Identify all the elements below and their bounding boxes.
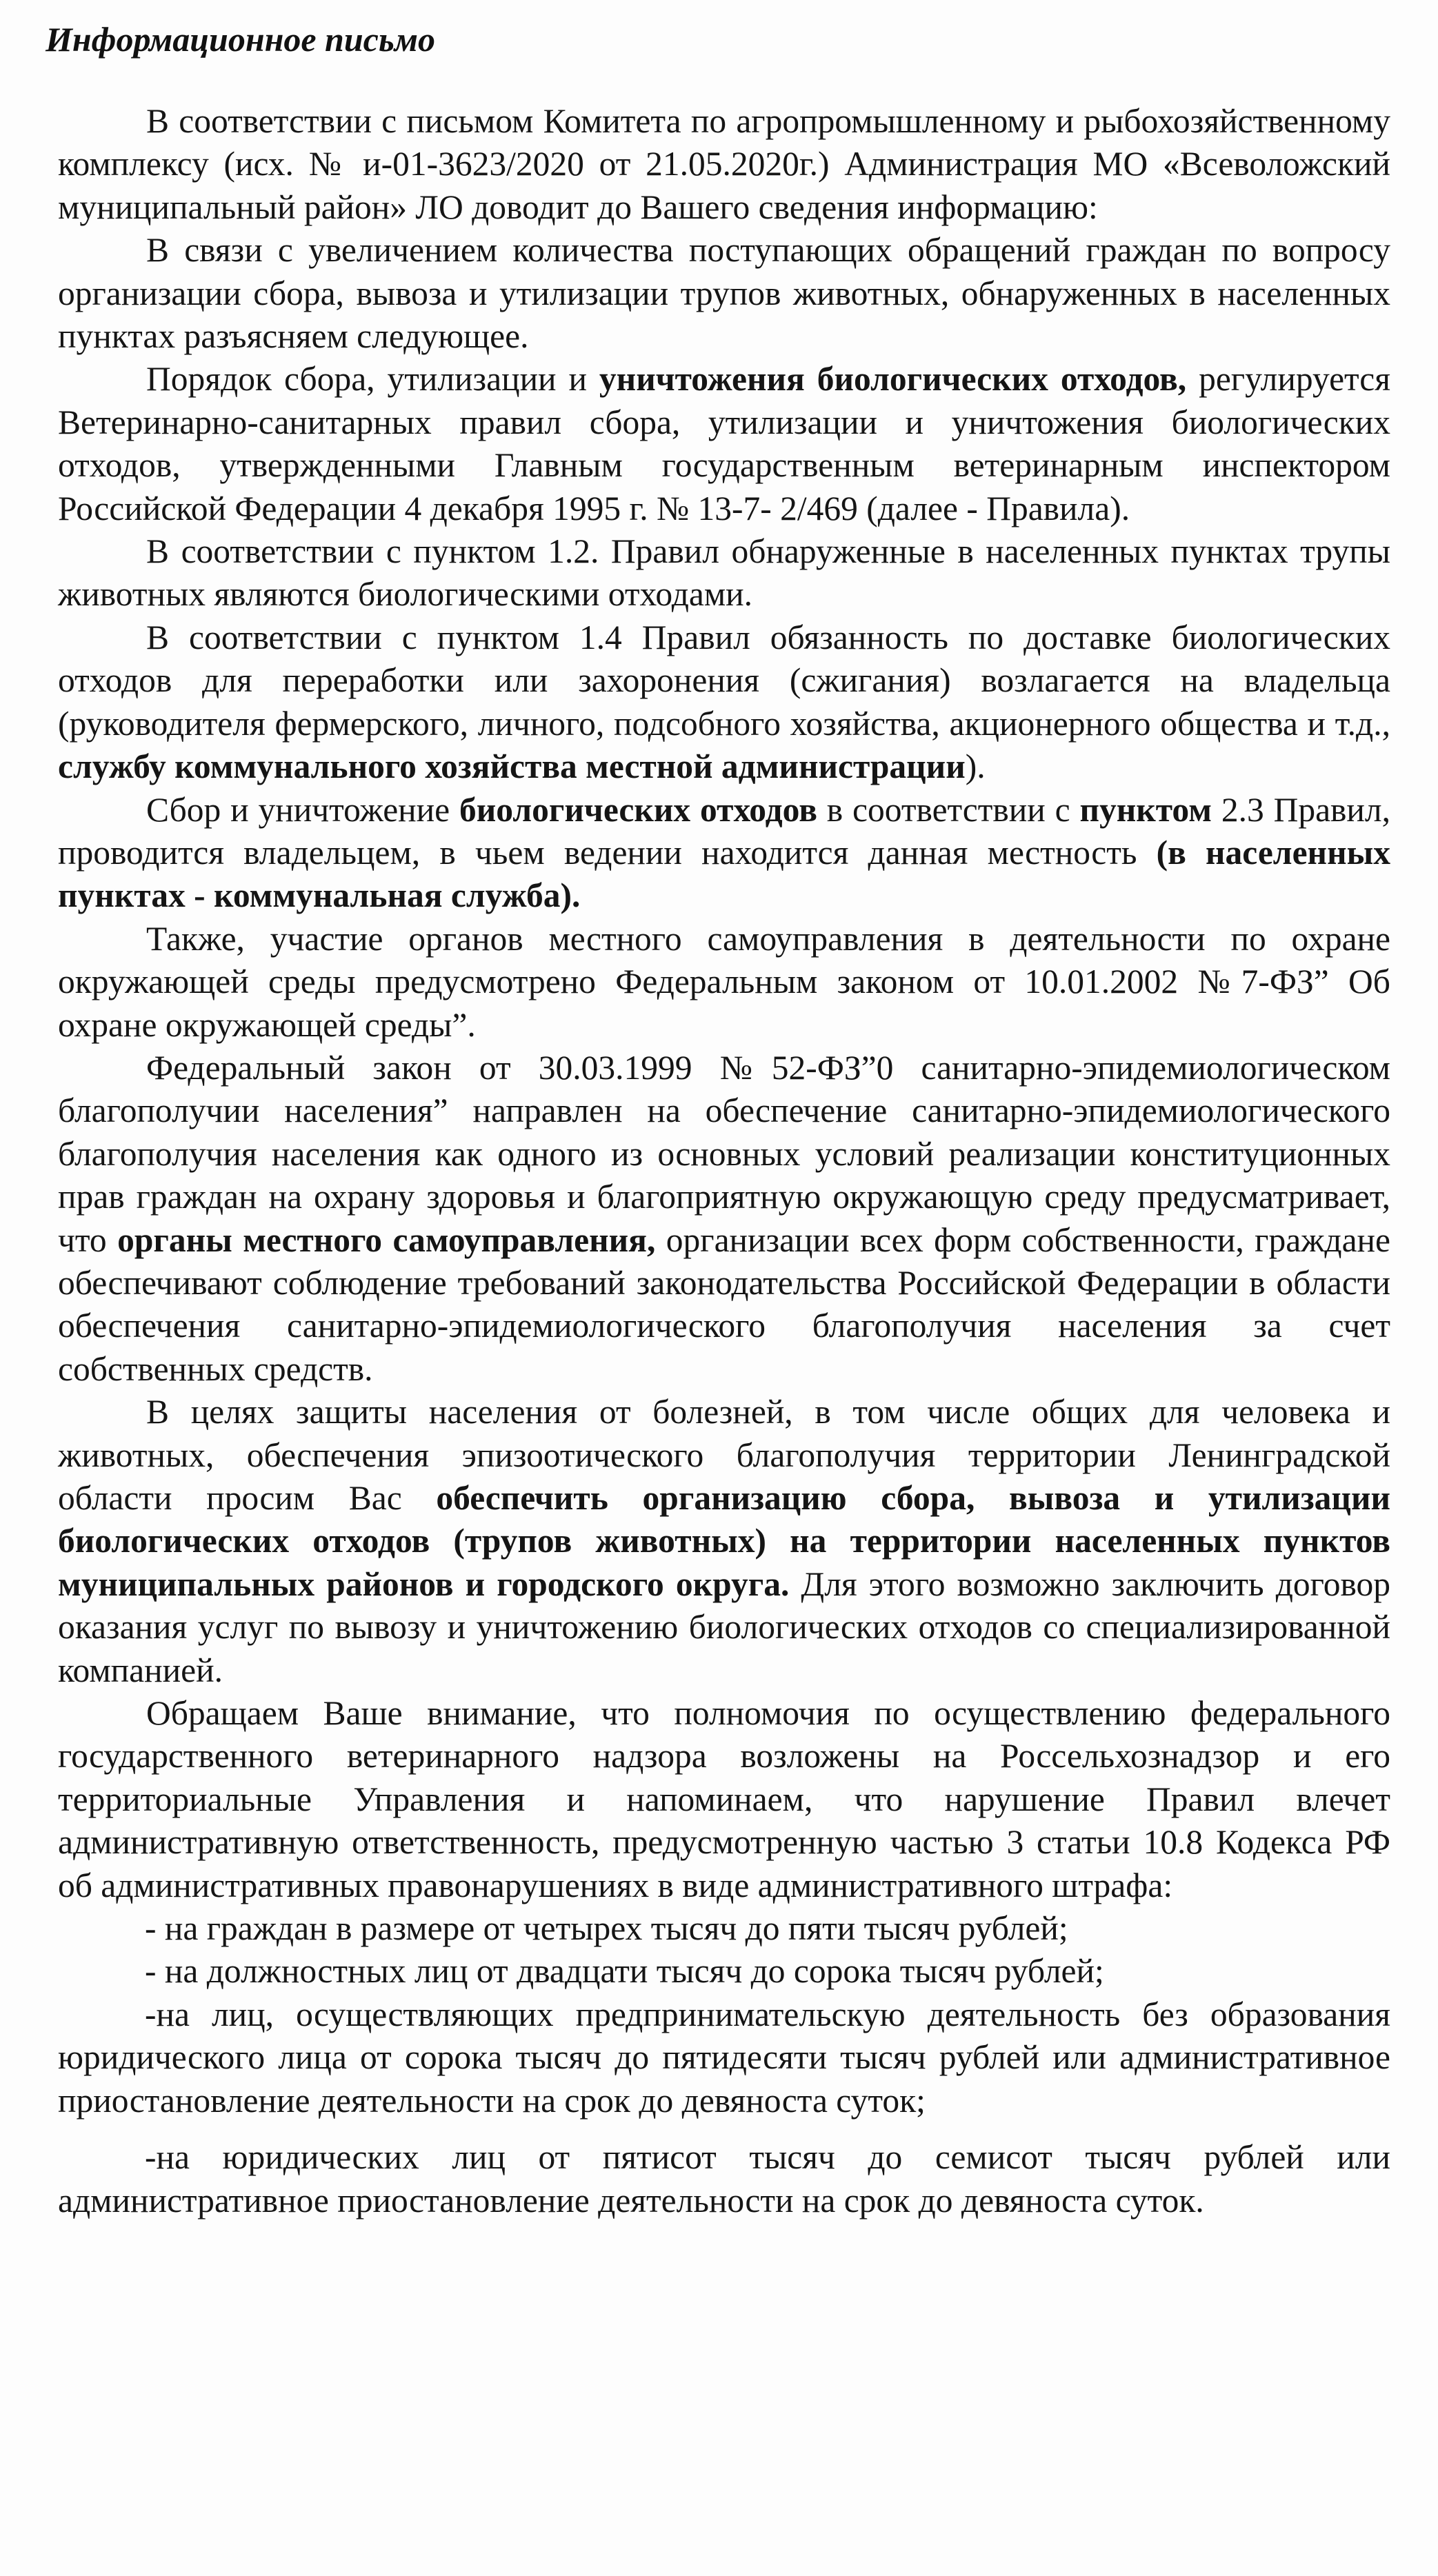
text-run: -на лиц, осуществляющих предпринимательскую деятельность без образования юридического лица от сорока тысяч до пятидесяти тысяч рублей или административное приостановление деятельности на срок до девяноста суток; (58, 1995, 1390, 2120)
paragraph-2 (58, 229, 1390, 358)
paragraph-14 (58, 2136, 1390, 2222)
paragraph-10 (58, 1692, 1390, 1907)
text-run: - на должностных лиц от двадцати тысяч до сорока тысяч рублей; (145, 1952, 1104, 1991)
text-run: В соответствии с письмом Комитета по агропромышленному и рыбохозяйственному комплексу (исх. № и-01-3623/2020 от 21.05.2020г.) Администрация МО «Всеволожский муниципальный район» ЛО доводит до Вашего сведения информацию: (58, 102, 1390, 226)
text-run: 2.3 Правил, проводится владельцем, в чьем ведении находится данная местность (58, 790, 1390, 872)
text-run: В соответствии с пунктом 1.4 Правил обязанность по доставке биологических отходов для переработки или захоронения (сжигания) возлагается на владельца (руководителя фермерского, личного, подсобного хозяйства, акционерного общества и т.д., (58, 618, 1390, 743)
bold-text: биологических отходов (459, 790, 817, 829)
text-run: В целях защиты населения от болезней, в том числе общих для человека и животных, обеспечения эпизоотического благополучия территории Ленинградской области просим Вас (58, 1393, 1390, 1517)
paragraph-9 (58, 1391, 1390, 1692)
paragraph-3 (58, 358, 1390, 530)
bold-text: (в населенных пунктах - коммунальная служба). (58, 833, 1390, 915)
text-run: В связи с увеличением количества поступающих обращений граждан по вопросу организации сбора, вывоза и утилизации трупов животных, обнаруженных в населенных пунктах разъясняем следующее. (58, 231, 1390, 356)
bold-text: уничтожения биологических отходов, (599, 360, 1187, 399)
text-run: Порядок сбора, утилизации и (146, 360, 599, 399)
text-run: Для этого возможно заключить договор оказания услуг по вывозу и уничтожению биологических отходов со специализированной компанией. (58, 1564, 1391, 1689)
bold-text: службу коммунального хозяйства местной администрации (58, 747, 966, 786)
paragraph-7 (58, 918, 1390, 1047)
text-run: Сбор и уничтожение (146, 790, 460, 829)
text-run: регулируется Ветеринарно-санитарных правил сбора, утилизации и уничтожения биологических отходов, утвержденными Главным государственным ветеринарным инспектором Российской Федерации 4 декабря 1995 г. № 13-7- 2/469 (далее - Правила). (58, 360, 1391, 527)
text-run: организации всех форм собственности, граждане обеспечивают соблюдение требований законодательства Российской Федерации в области обеспечения санитарно-эпидемиологического благополучия населения за счет собственных средств. (58, 1220, 1391, 1388)
document-body (58, 100, 1390, 2222)
paragraph-8 (58, 1047, 1390, 1391)
paragraph-6 (58, 789, 1390, 918)
bold-text: пунктом (1079, 790, 1212, 829)
paragraph-1 (58, 100, 1390, 229)
text-run: -на юридических лиц от пятисот тысяч до семисот тысяч рублей или административное приостановление деятельности на срок до девяноста суток. (58, 2138, 1390, 2220)
paragraph-11 (58, 1907, 1390, 1950)
document-title: Информационное письмо (46, 20, 435, 59)
text-run: - на граждан в размере от четырех тысяч до пяти тысяч рублей; (145, 1909, 1068, 1948)
text-run: Также, участие органов местного самоуправления в деятельности по охране окружающей среды предусмотрено Федеральным законом от 10.01.2002 №7-ФЗ” Об охране окружающей среды”. (58, 919, 1390, 1044)
text-run: Федеральный закон от 30.03.1999 №52-ФЗ”0 санитарно-эпидемиологическом благополучии населения” направлен на обеспечение санитарно-эпидемиологического благополучия населения как одного из основных условий реализации конституционных прав граждан на охрану здоровья и благоприятную окружающую среду предусматривает, что (58, 1048, 1390, 1259)
bold-text: органы местного самоуправления, (117, 1220, 656, 1259)
text-run: Обращаем Ваше внимание, что полномочия по осуществлению федерального государственного ветеринарного надзора возложены на Россельхознадзор и его территориальные Управления и напоминаем, что нарушение Правил влечет административную ответственность, предусмотренную частью 3 статьи 10.8 Кодекса РФ об административных правонарушениях в виде административного штрафа: (58, 1694, 1390, 1904)
text-run: ). (965, 747, 986, 786)
text-run: В соответствии с пунктом 1.2. Правил обнаруженные в населенных пунктах трупы животных являются биологическими отходами. (58, 532, 1390, 614)
text-run: в соответствии с (817, 790, 1080, 829)
paragraph-4 (58, 530, 1390, 616)
paragraph-12 (58, 1950, 1390, 1993)
bold-text: обеспечить организацию сбора, вывоза и утилизации биологических отходов (трупов животных) на территории населенных пунктов муниципальных районов и городского округа. (58, 1479, 1390, 1603)
paragraph-5 (58, 616, 1390, 789)
paragraph-13 (58, 1993, 1390, 2122)
